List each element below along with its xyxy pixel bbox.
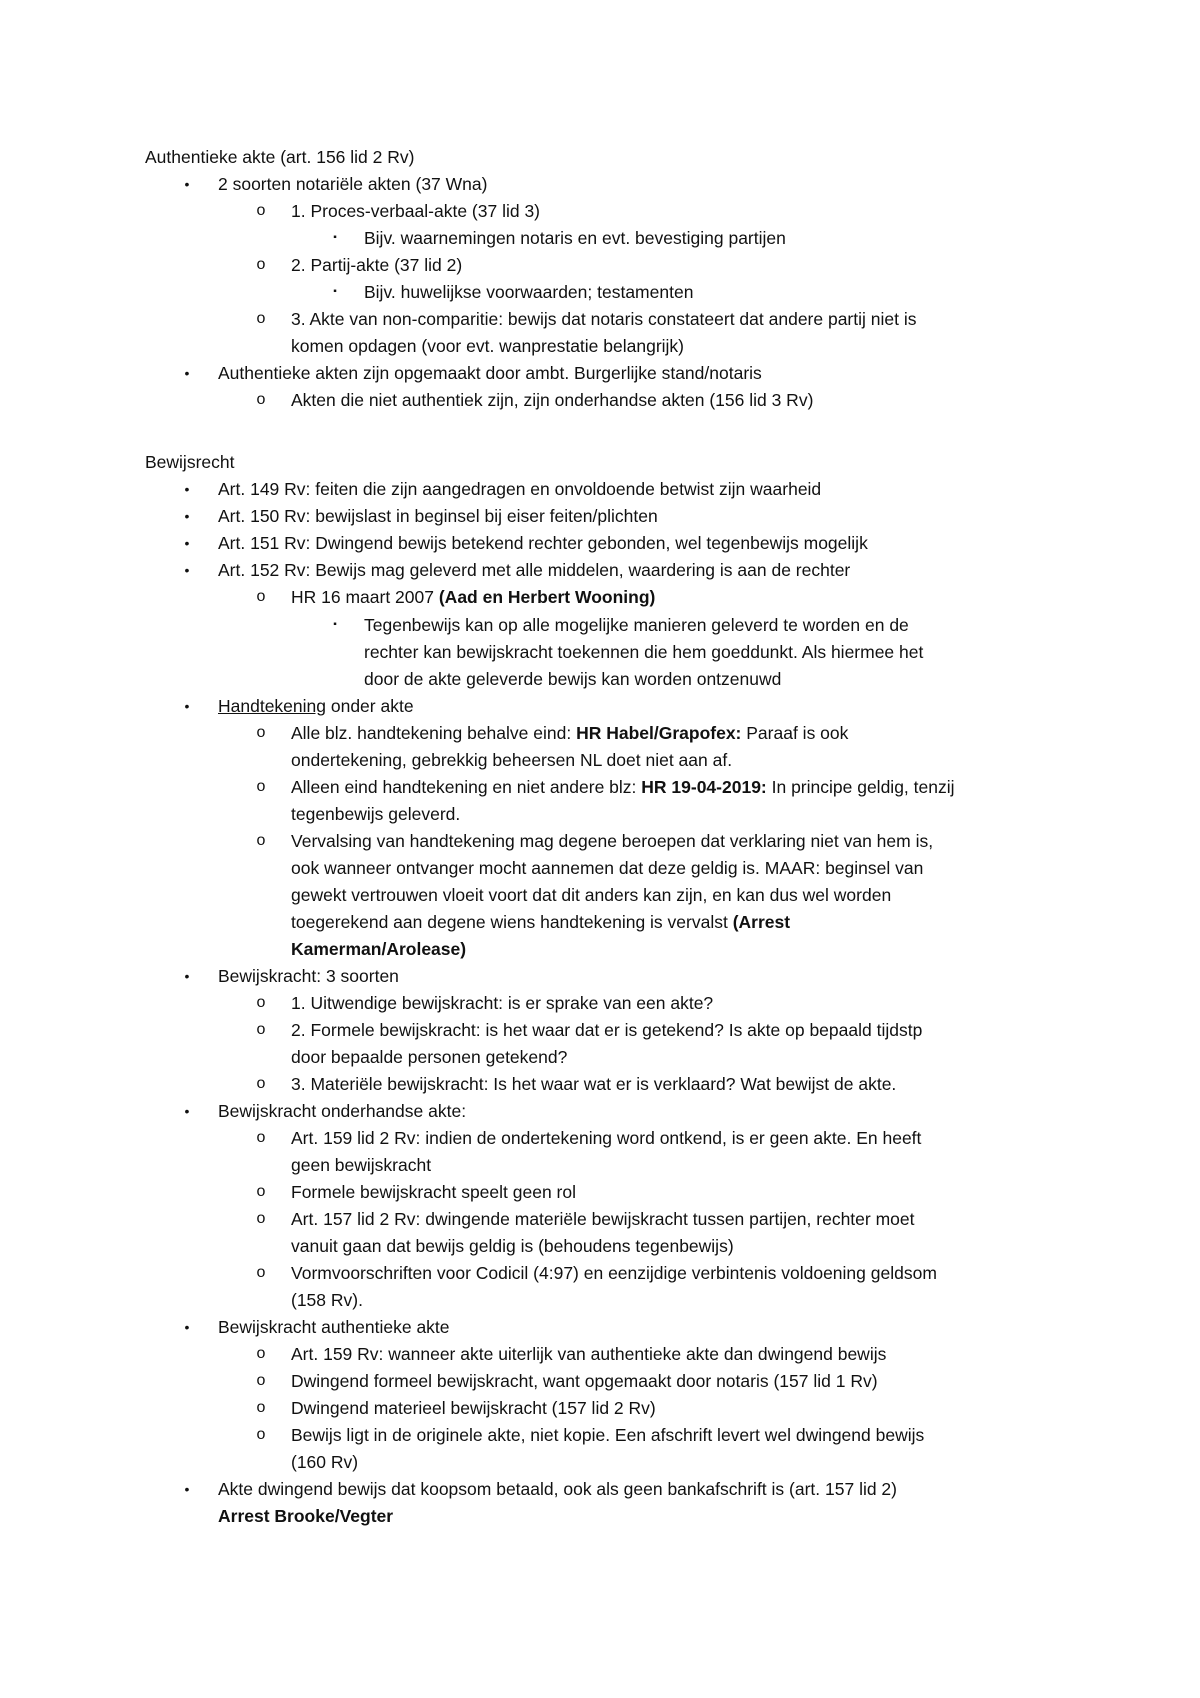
circle-bullet-icon: o (256, 724, 266, 741)
case-name: HR 19-04-2019: (641, 777, 767, 797)
case-name: (Arrest (732, 912, 791, 932)
list-item-continuation: (158 Rv). (291, 1290, 363, 1310)
list-item: Bijv. waarnemingen notaris en evt. bevestiging partijen (364, 228, 786, 248)
circle-bullet-icon: o (256, 391, 266, 408)
circle-bullet-icon: o (256, 202, 266, 219)
list-item-text: Paraaf is ook (741, 723, 849, 743)
list-item: 2 soorten notariële akten (37 Wna) (218, 174, 488, 194)
circle-bullet-icon: o (256, 588, 266, 605)
bullet-icon: • (184, 1481, 190, 1497)
list-item: Art. 150 Rv: bewijslast in beginsel bij eiser feiten/plichten (218, 506, 658, 526)
circle-bullet-icon: o (256, 1345, 266, 1362)
list-item: Art. 151 Rv: Dwingend bewijs betekend rechter gebonden, wel tegenbewijs mogelijk (218, 533, 868, 553)
list-item: Tegenbewijs kan op alle mogelijke manieren geleverd te worden en de (364, 615, 909, 635)
list-item-text: In principe geldig, tenzij (766, 777, 955, 797)
list-item-continuation: tegenbewijs geleverd. (291, 804, 461, 824)
list-item-continuation: gewekt vertrouwen vloeit voort dat dit anders kan zijn, en kan dus wel worden (291, 885, 892, 905)
circle-bullet-icon: o (256, 778, 266, 795)
circle-bullet-icon: o (256, 1075, 266, 1092)
circle-bullet-icon: o (256, 1129, 266, 1146)
list-item-continuation: door bepaalde personen getekend? (291, 1047, 568, 1067)
list-item: Art. 152 Rv: Bewijs mag geleverd met alle middelen, waardering is aan de rechter (218, 560, 851, 580)
section-heading-authentieke-akte: Authentieke akte (art. 156 lid 2 Rv) (145, 147, 415, 167)
square-bullet-icon: ▪ (333, 619, 337, 630)
list-item: 1. Proces-verbaal-akte (37 lid 3) (291, 201, 540, 221)
circle-bullet-icon: o (256, 310, 266, 327)
list-item-alleen-eind (291, 775, 955, 799)
list-item-text: Alle blz. handtekening behalve eind: (291, 723, 577, 743)
bullet-icon: • (184, 481, 190, 497)
list-item: Akten die niet authentiek zijn, zijn onderhandse akten (156 lid 3 Rv) (291, 390, 814, 410)
list-item: Dwingend formeel bewijskracht, want opgemaakt door notaris (157 lid 1 Rv) (291, 1371, 878, 1391)
list-item: Authentieke akten zijn opgemaakt door ambt. Burgerlijke stand/notaris (218, 363, 762, 383)
list-item: 3. Materiële bewijskracht: Is het waar wat er is verklaard? Wat bewijst de akte. (291, 1074, 897, 1094)
list-item: Art. 159 Rv: wanneer akte uiterlijk van authentieke akte dan dwingend bewijs (291, 1344, 887, 1364)
case-name: Kamerman/Arolease) (291, 939, 467, 959)
list-item: Vervalsing van handtekening mag degene beroepen dat verklaring niet van hem is, (291, 831, 934, 851)
bullet-icon: • (184, 535, 190, 551)
square-bullet-icon: ▪ (333, 232, 337, 243)
list-item: 1. Uitwendige bewijskracht: is er sprake van een akte? (291, 993, 714, 1013)
bullet-icon: • (184, 968, 190, 984)
list-item-continuation: ondertekening, gebrekkig beheersen NL doet niet aan af. (291, 750, 733, 770)
list-item: 2. Partij-akte (37 lid 2) (291, 255, 463, 275)
list-item-continuation: geen bewijskracht (291, 1155, 432, 1175)
bullet-icon: • (184, 176, 190, 192)
list-item-text: onder akte (326, 696, 414, 716)
list-item: Formele bewijskracht speelt geen rol (291, 1182, 576, 1202)
bullet-icon: • (184, 1103, 190, 1119)
bullet-icon: • (184, 1319, 190, 1335)
circle-bullet-icon: o (256, 1372, 266, 1389)
list-item-continuation: rechter kan bewijskracht toekennen die hem goeddunkt. Als hiermee het (364, 642, 924, 662)
circle-bullet-icon: o (256, 832, 266, 849)
list-item: Bewijskracht: 3 soorten (218, 966, 399, 986)
list-item: Bijv. huwelijkse voorwaarden; testamenten (364, 282, 694, 302)
list-item: 2. Formele bewijskracht: is het waar dat er is getekend? Is akte op bepaald tijdstp (291, 1020, 923, 1040)
list-item-text: toegerekend aan degene wiens handtekening is vervalst (291, 912, 733, 932)
list-item: 3. Akte van non-comparitie: bewijs dat notaris constateert dat andere partij niet is (291, 309, 917, 329)
circle-bullet-icon: o (256, 1426, 266, 1443)
hr-date-text: HR 16 maart 2007 (291, 587, 439, 607)
case-name: Arrest Brooke/Vegter (218, 1506, 394, 1526)
section-heading-bewijsrecht: Bewijsrecht (145, 452, 235, 472)
list-item: Vormvoorschriften voor Codicil (4:97) en eenzijdige verbintenis voldoening geldsom (291, 1263, 937, 1283)
bullet-icon: • (184, 365, 190, 381)
list-item: Dwingend materieel bewijskracht (157 lid 2 Rv) (291, 1398, 656, 1418)
list-item-alle-blz (291, 721, 848, 745)
list-item-handtekening (218, 694, 414, 718)
circle-bullet-icon: o (256, 994, 266, 1011)
circle-bullet-icon: o (256, 256, 266, 273)
case-name: HR Habel/Grapofex: (576, 723, 742, 743)
list-item-continuation: (160 Rv) (291, 1452, 359, 1472)
list-item-text: Alleen eind handtekening en niet andere blz: (291, 777, 642, 797)
circle-bullet-icon: o (256, 1021, 266, 1038)
list-item-continuation: ook wanneer ontvanger mocht aannemen dat deze geldig is. MAAR: beginsel van (291, 858, 924, 878)
circle-bullet-icon: o (256, 1264, 266, 1281)
underlined-term: Handtekening (218, 696, 326, 716)
list-item: Bewijs ligt in de originele akte, niet kopie. Een afschrift levert wel dwingend bewijs (291, 1425, 925, 1445)
list-item: Art. 159 lid 2 Rv: indien de ondertekening word ontkend, is er geen akte. En heeft (291, 1128, 922, 1148)
list-item: Art. 149 Rv: feiten die zijn aangedragen en onvoldoende betwist zijn waarheid (218, 479, 822, 499)
list-item: Bewijskracht authentieke akte (218, 1317, 450, 1337)
list-item-continuation: komen opdagen (voor evt. wanprestatie belangrijk) (291, 336, 684, 356)
list-item: Art. 157 lid 2 Rv: dwingende materiële bewijskracht tussen partijen, rechter moet (291, 1209, 915, 1229)
square-bullet-icon: ▪ (333, 286, 337, 297)
circle-bullet-icon: o (256, 1183, 266, 1200)
list-item: Akte dwingend bewijs dat koopsom betaald, ook als geen bankafschrift is (art. 157 lid 2) (218, 1479, 897, 1499)
circle-bullet-icon: o (256, 1210, 266, 1227)
circle-bullet-icon: o (256, 1399, 266, 1416)
bullet-icon: • (184, 698, 190, 714)
list-item-hr-wooning (291, 585, 655, 609)
case-name: (Aad en Herbert Wooning) (438, 587, 656, 607)
list-item-continuation: door de akte geleverde bewijs kan worden ontzenuwd (364, 669, 782, 689)
list-item: Bewijskracht onderhandse akte: (218, 1101, 467, 1121)
list-item-continuation: vanuit gaan dat bewijs geldig is (behoudens tegenbewijs) (291, 1236, 734, 1256)
bullet-icon: • (184, 562, 190, 578)
list-item-continuation (291, 910, 790, 934)
bullet-icon: • (184, 508, 190, 524)
